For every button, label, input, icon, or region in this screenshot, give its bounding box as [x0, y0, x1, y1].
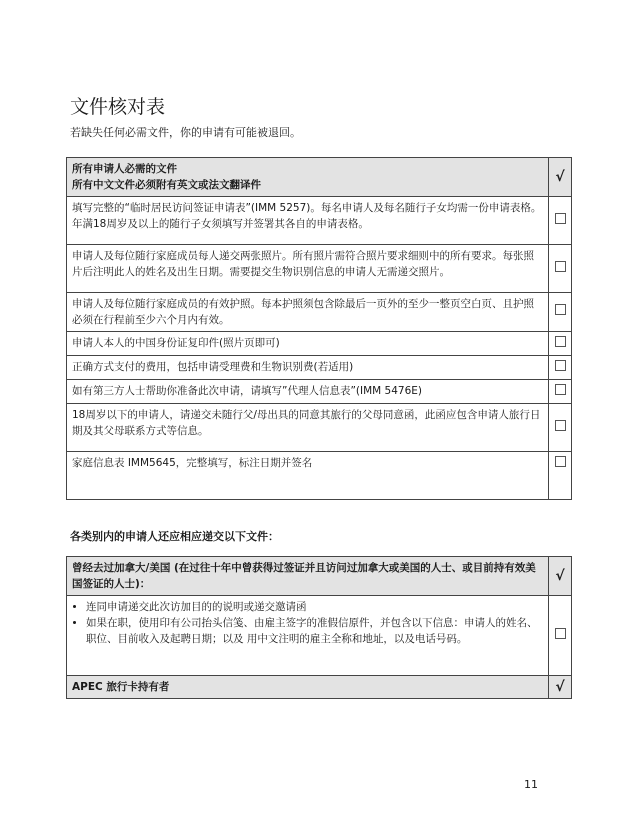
- table-row: 18周岁以下的申请人，请递交未随行父/母出具的同意其旅行的父母同意函，此函应包含申请人旅行日期及其父母联系方式等信息。: [67, 404, 549, 452]
- checkbox[interactable]: [555, 261, 566, 272]
- checkbox[interactable]: [555, 420, 566, 431]
- table-row: 如有第三方人士帮助你准备此次申请，请填写”代理人信息表”(IMM 5476E): [67, 380, 549, 404]
- checkbox[interactable]: [555, 304, 566, 315]
- checklist-table-required: [66, 157, 572, 500]
- table-row: 申请人及每位随行家庭成员每人递交两张照片。所有照片需符合照片要求细则中的所有要求。每张照片后注明此人的姓名及出生日期。需要提交生物识别信息的申请人无需递交照片。: [67, 245, 549, 293]
- checkbox[interactable]: [555, 336, 566, 347]
- checkmark-icon: √: [555, 678, 565, 695]
- header-line-1: 所有申请人必需的文件: [72, 163, 177, 175]
- list-item: • 如果在职，使用印有公司抬头信笺、由雇主签字的准假信原件，并包含以下信息：申请人的姓名、职位、目前收入及起聘日期；以及 用中文注明的雇主全称和地址，以及电话号码。: [86, 615, 543, 647]
- list-item: • 连同申请递交此次访加目的的说明或递交邀请函: [86, 599, 543, 615]
- requirement-list: [72, 599, 543, 647]
- checkbox[interactable]: [555, 213, 566, 224]
- category-header-prior-travel: 曾经去过加拿大/美国 (在过往十年中曾获得过签证并且访问过加拿大或美国的人士、或目前持有效美国签证的人士)：: [67, 557, 549, 596]
- checkbox[interactable]: [555, 628, 566, 639]
- checkbox[interactable]: [555, 384, 566, 395]
- table-row: [67, 596, 549, 676]
- checklist-table-category: [66, 556, 572, 699]
- checkbox[interactable]: [555, 456, 566, 467]
- table-row: 正确方式支付的费用，包括申请受理费和生物识别费(若适用): [67, 356, 549, 380]
- table-header: [67, 158, 549, 197]
- category-header-apec: APEC 旅行卡持有者: [67, 676, 549, 699]
- page-title: 文件核对表: [70, 96, 166, 118]
- checkbox[interactable]: [555, 360, 566, 371]
- header-line-2: 所有中文文件必须附有英文或法文翻译件: [72, 179, 261, 191]
- checkmark-icon: √: [555, 567, 565, 584]
- table-row: 申请人本人的中国身份证复印件(照片页即可): [67, 332, 549, 356]
- page-number: 11: [524, 778, 538, 791]
- table-row: 申请人及每位随行家庭成员的有效护照。每本护照须包含除最后一页外的至少一整页空白页、且护照必须在行程前至少六个月内有效。: [67, 293, 549, 332]
- table-row: 填写完整的“临时居民访问签证申请表”(IMM 5257)。每名申请人及每名随行子女均需一份申请表格。年满18周岁及以上的随行子女须填写并签署其各自的申请表格。: [67, 197, 549, 245]
- intro-text: 若缺失任何必需文件，你的申请有可能被退回。: [70, 126, 301, 139]
- checkmark-icon: √: [555, 168, 565, 185]
- table-row: 家庭信息表 IMM5645，完整填写，标注日期并签名: [67, 452, 549, 500]
- section-heading: 各类别内的申请人还应相应递交以下文件：: [70, 530, 279, 543]
